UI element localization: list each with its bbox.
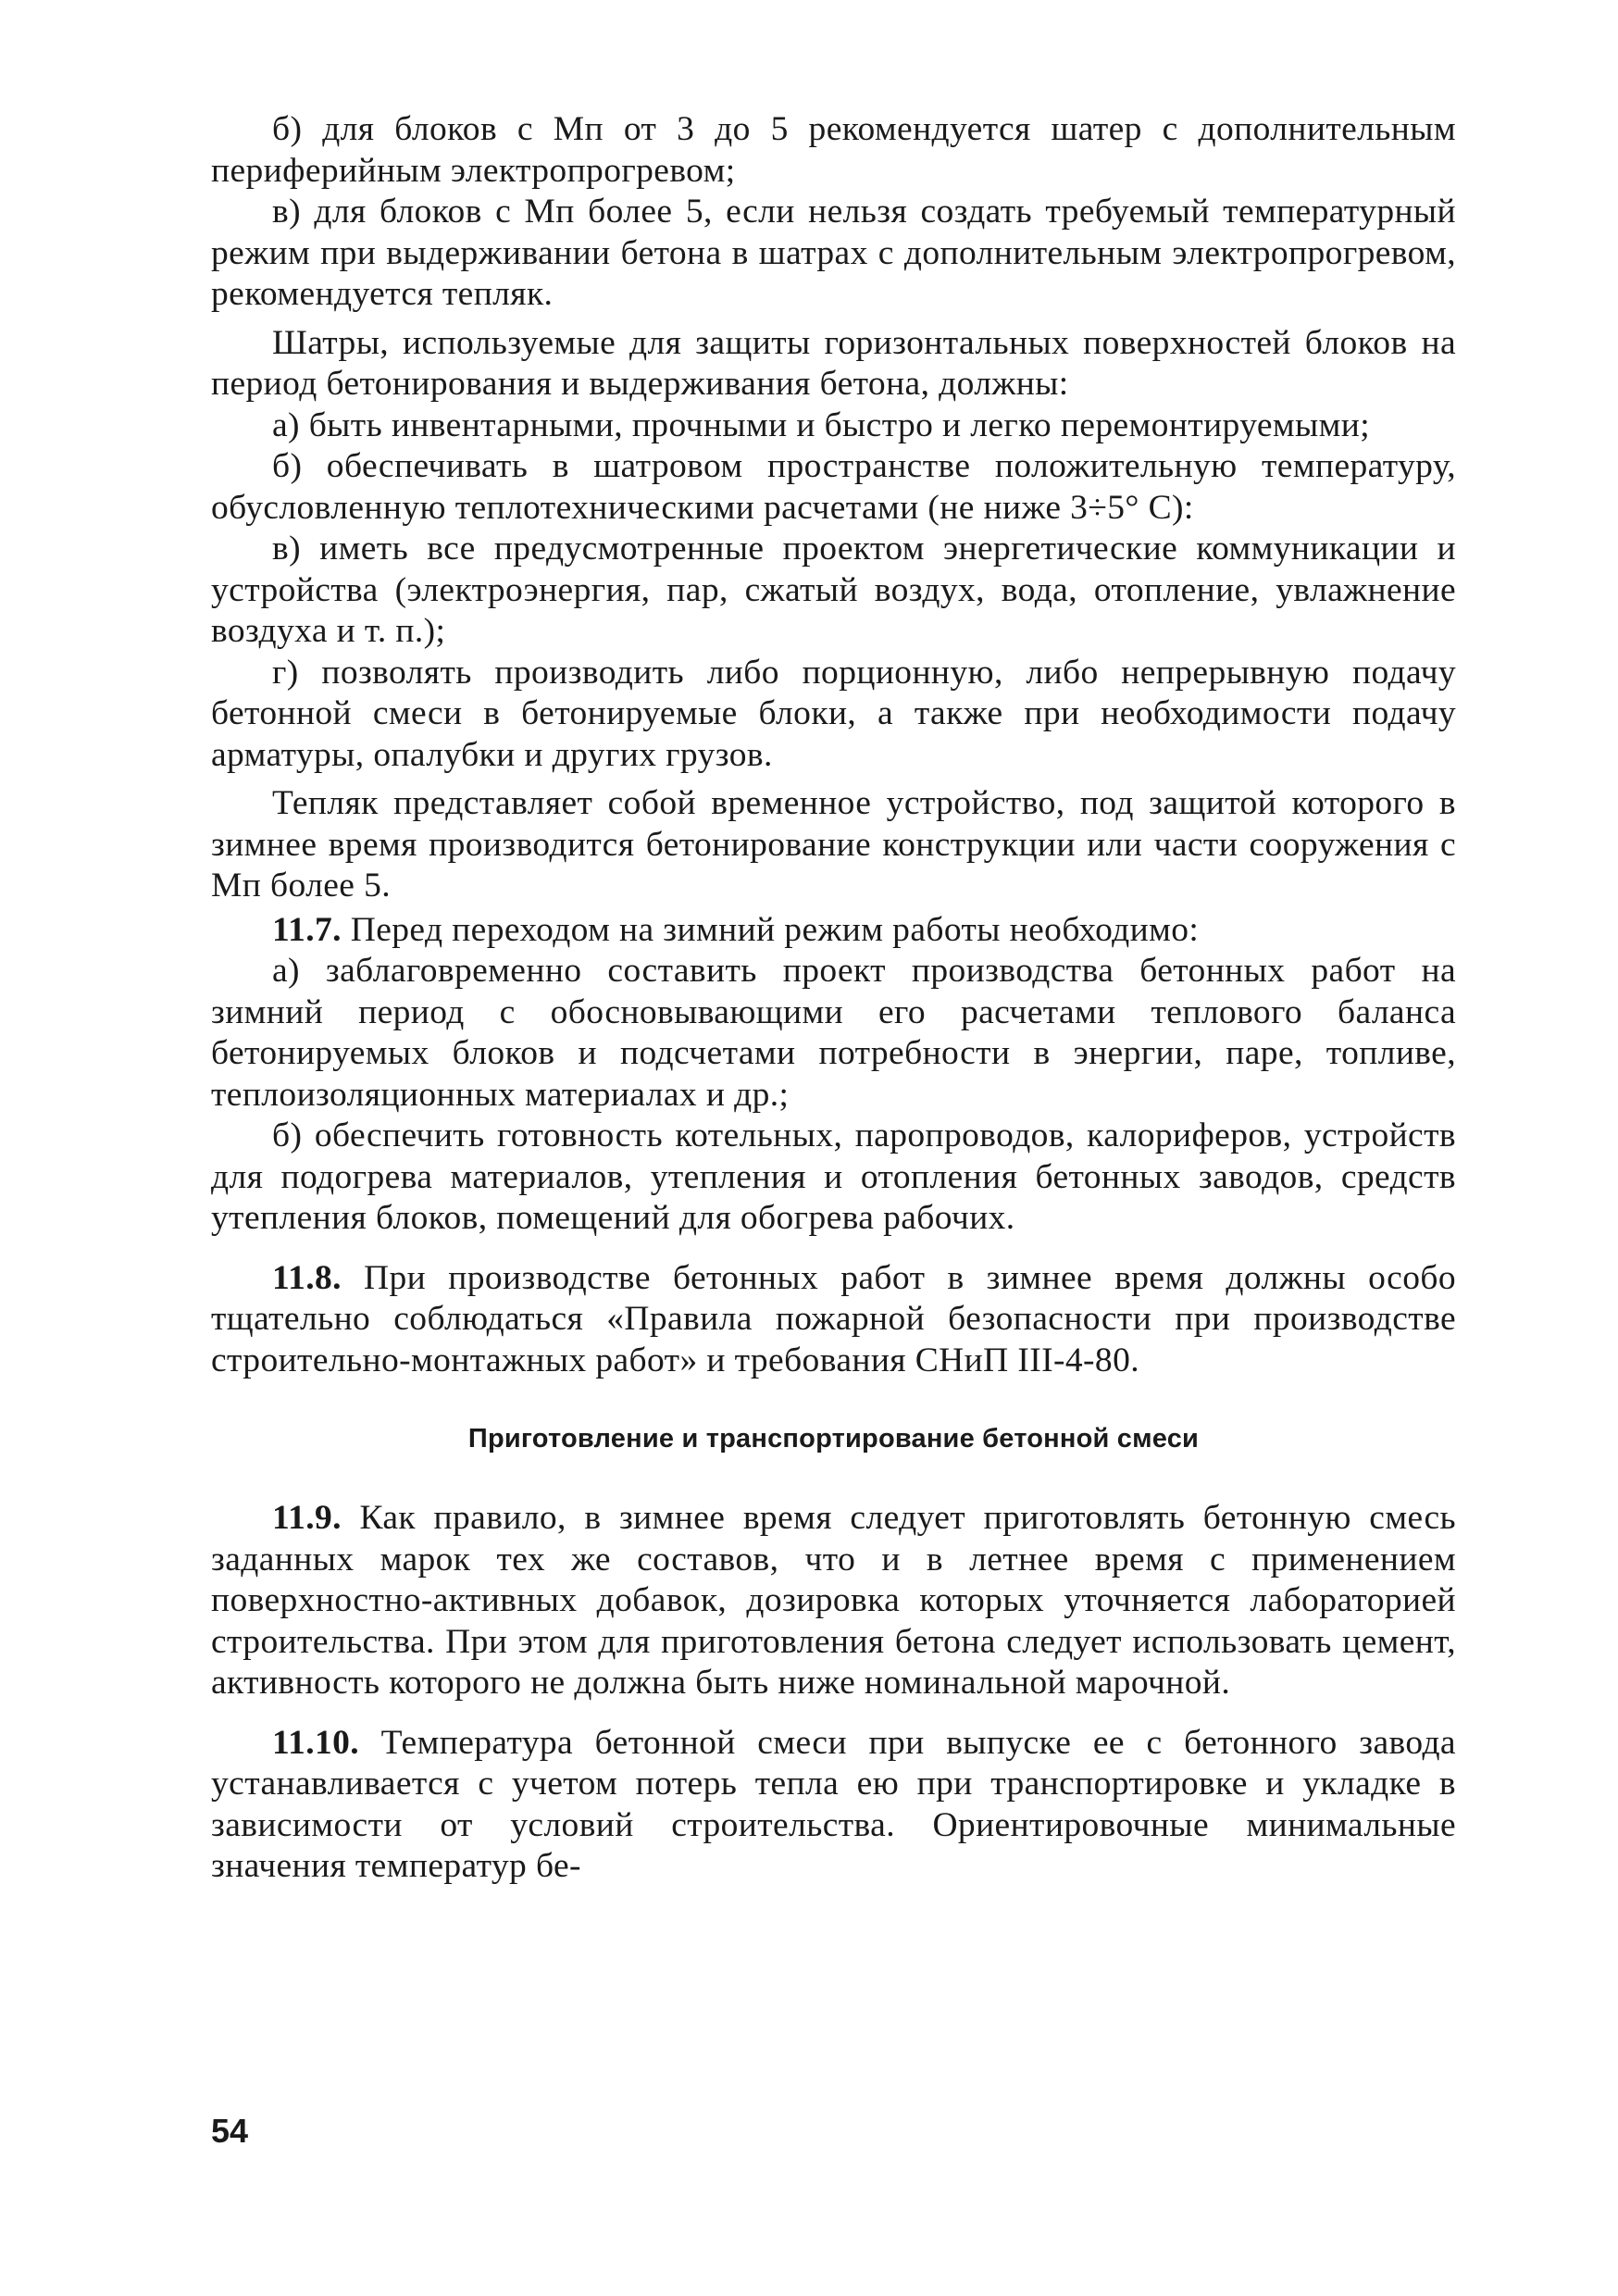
document-page xyxy=(211,109,1456,1890)
clause-11-7-item-b: б) обеспечить готовность котельных, паропроводов, калориферов, устройств для подогрева материалов, утепления и отопления бетонных заводов, средств утепления блоков, помещений для обогрева рабочих. xyxy=(211,1117,1456,1237)
paragraph-tents-requirements: Шатры, используемые для защиты горизонтальных поверхностей блоков на период бетонирования и выдерживания бетона, должны: xyxy=(211,323,1456,403)
paragraph-b-blocks-3-5: б) для блоков с Мп от 3 до 5 рекомендуется шатер с дополнительным периферийным электропрогревом; xyxy=(211,110,1456,190)
clause-number: 11.10. xyxy=(272,1723,360,1762)
list-item-v-communications: в) иметь все предусмотренные проектом энергетические коммуникации и устройства (электроэнергия, пар, сжатый воздух, вода, отопление, увлажнение воздуха и т. п.); xyxy=(211,530,1456,650)
clause-11-9 xyxy=(211,1498,1456,1704)
clause-text: Как правило, в зимнее время следует приготовлять бетонную смесь заданных марок тех же составов, что и в летнее время с применением поверхностно-активных добавок, дозировка которых уточняется лабораторией строительства. При этом для приготовления бетона следует использовать цемент, активность которого не должна быть ниже номинальной марочной. xyxy=(211,1499,1456,1702)
list-item-g-concrete-supply: г) позволять производить либо порционную, либо непрерывную подачу бетонной смеси в бетонируемые блоки, а также при необходимости подачу арматуры, опалубки и других грузов. xyxy=(211,653,1456,774)
page-number: 54 xyxy=(211,2112,249,2150)
clause-text: Температура бетонной смеси при выпуске ее с бетонного завода устанавливается с учетом потерь тепла ею при транспортировке и укладке в зависимости от условий строительства. Ориентировочные минимальные значения температур бе- xyxy=(211,1723,1456,1885)
clause-number: 11.8. xyxy=(272,1258,342,1297)
list-item-a-inventory: а) быть инвентарными, прочными и быстро и легко перемонтируемыми; xyxy=(272,406,1371,444)
clause-11-7-item-a: а) заблаговременно составить проект производства бетонных работ на зимний период с обосновывающими его расчетами теплового баланса бетонируемых блоков и подсчетами потребности в энергии, паре, топливе, теплоизоляционных материалах и др.; xyxy=(211,952,1456,1114)
clause-11-10 xyxy=(211,1723,1456,1888)
clause-text: При производстве бетонных работ в зимнее время должны особо тщательно соблюдаться «Правила пожарной безопасности при производстве строительно-монтажных работ» и требования СНиП III-4-80. xyxy=(211,1258,1456,1379)
clause-11-8 xyxy=(211,1258,1456,1382)
paragraph-v-blocks-over-5: в) для блоков с Мп более 5, если нельзя создать требуемый температурный режим при выдерживании бетона в шатрах с дополнительным электропрогревом, рекомендуется тепляк. xyxy=(211,193,1456,313)
clause-11-7 xyxy=(211,910,1456,952)
clause-number: 11.7. xyxy=(272,910,342,949)
clause-text: Перед переходом на зимний режим работы необходимо: xyxy=(350,910,1200,949)
paragraph-warm-shelter-definition: Тепляк представляет собой временное устройство, под защитой которого в зимнее время производится бетонирование конструкции или части сооружения с Мп более 5. xyxy=(211,784,1456,905)
clause-number: 11.9. xyxy=(272,1499,342,1537)
list-item-b-temperature: б) обеспечивать в шатровом пространстве положительную температуру, обусловленную теплотехническими расчетами (не ниже 3÷5° С): xyxy=(211,447,1456,527)
section-heading: Приготовление и транспортирование бетонной смеси xyxy=(467,1424,1200,1454)
